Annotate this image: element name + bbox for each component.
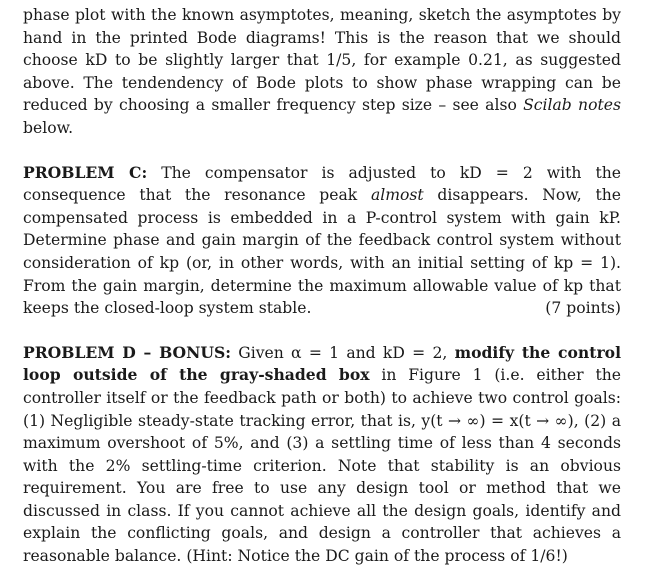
problem-c-points: (7 points): [545, 299, 621, 318]
paragraph-problem-c: [23, 162, 621, 320]
problem-c-emphasis: almost: [370, 186, 424, 205]
paragraph-problem-d: [23, 342, 621, 568]
problem-c-text-a: The compensator is adjusted to kD = 2 with the consequence that the resonance peak: [23, 163, 621, 205]
scilab-notes-reference: Scilab notes: [523, 96, 621, 115]
document-page: [23, 4, 621, 568]
paragraph-text: phase plot with the known asymptotes, meaning, sketch the asymptotes by hand in the printed Bode diagrams! This is the reason that we should choose kD to be slightly larger that 1/5, for example 0.21, as suggested above. The tendendency of Bode plots to show phase wrapping can be reduced by choosing a smaller frequency step size – see also: [23, 6, 621, 115]
problem-c-heading: PROBLEM C:: [23, 162, 148, 182]
paragraph-bode-notes: [23, 4, 621, 140]
problem-d-bold-instruction: modify the control loop outside of the gray-shaded box: [23, 342, 621, 385]
problem-d-text-a: Given α = 1 and kD = 2,: [231, 343, 455, 362]
problem-d-text-b: in Figure 1 (i.e. either the controller itself or the feedback path or both) to achieve two control goals: (1) Negligible steady-state tracking error, that is, y(t → ∞) = x(t → ∞), (2) a maximum overshoot of 5%, and (3) a settling time of less than 4 seconds with the 2% settling-time criterion. Note that stability is an obvious requirement. You are free to use any design tool or method that we discussed in class. If you cannot achieve all the design goals, identify and explain the conflicting goals, and design a controller that achieves a reasonable balance. (Hint: Notice the DC gain of the process of 1/6!): [23, 366, 621, 566]
problem-c-text-b: disappears. Now, the compensated process is embedded in a P-control system with gain kP. Determine phase and gain margin of the feedback control system without consideration of kp (or, in other words, with an initial setting of kp = 1). From the gain margin, determine the maximum allowable value of kp that keeps the closed-loop system stable.: [23, 186, 621, 318]
problem-d-heading: PROBLEM D – BONUS:: [23, 342, 231, 362]
paragraph-tail: below.: [23, 118, 74, 137]
